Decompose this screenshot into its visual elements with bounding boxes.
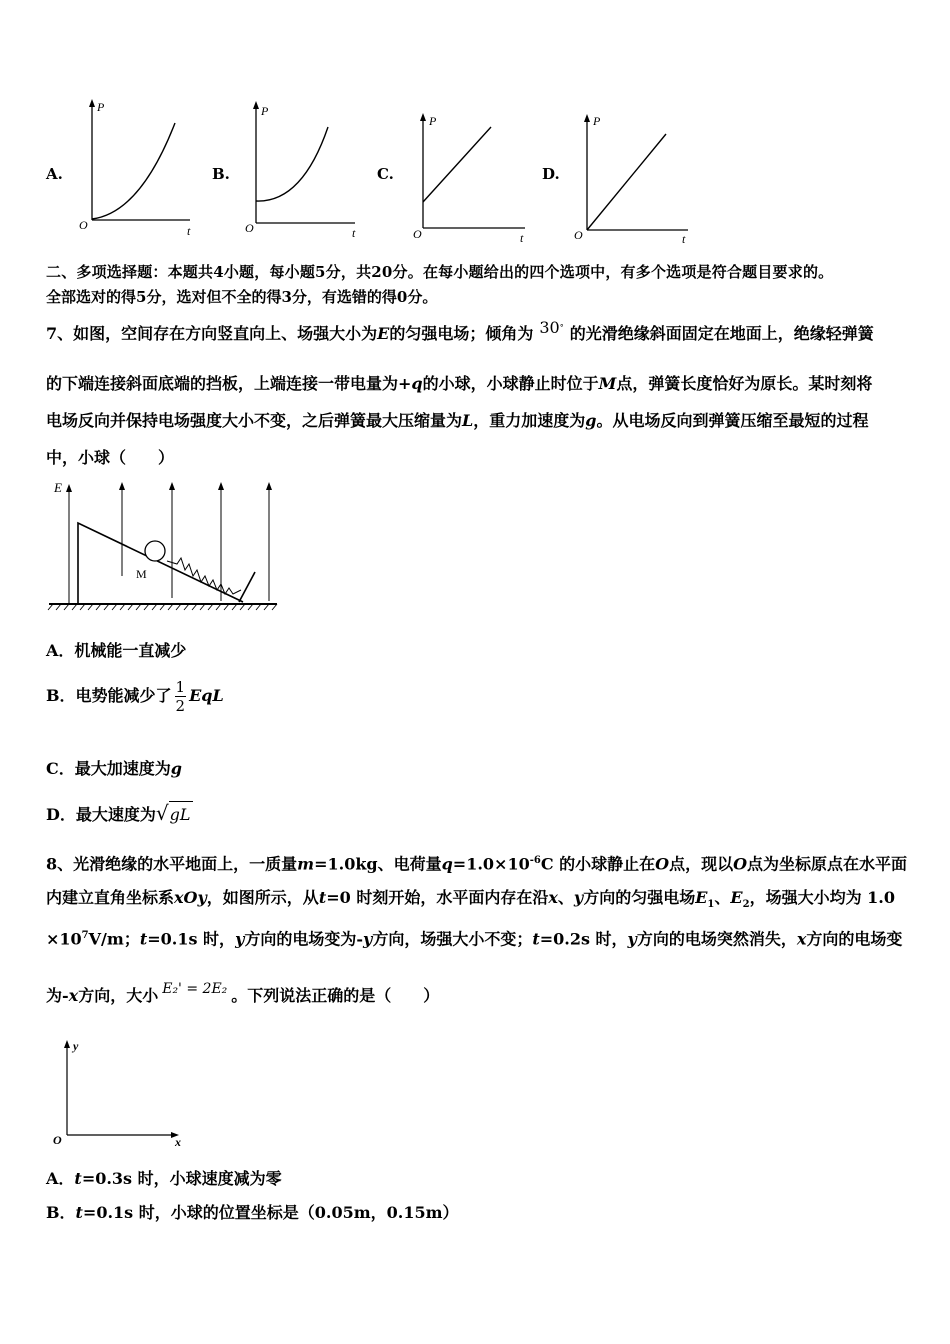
q8-formula: E₂' = 2E₂ <box>162 981 228 997</box>
q8-line1: 8、光滑绝缘的水平地面上，一质量m=1.0kg、电荷量$q=1.0\times 10^{-6}C$ 的小球静止在O点，现以O点为坐标原点在水平面 <box>46 854 908 874</box>
graph-d <box>570 108 700 248</box>
option-d-label: D. <box>542 165 560 183</box>
q7-fig-m-label: M <box>136 567 147 581</box>
q7-option-b: B．电势能减少了 $\frac{1}{2}$ EqL <box>46 678 224 715</box>
q7-option-a: A．机械能一直减少 <box>46 641 187 660</box>
graph-c <box>405 105 535 250</box>
section2-line2: 全部选对的得5分，选对但不全的得3分，有选错的得0分。 <box>46 288 438 306</box>
graph-b <box>240 95 370 245</box>
q7-incline-figure <box>45 476 285 616</box>
q7-option-d-radicand: gL <box>169 801 193 828</box>
graph-b-xlabel: t <box>352 226 356 240</box>
q8-option-a: A．t=0.3s 时，小球速度减为零 <box>46 1169 282 1188</box>
q7-line4: 中，小球（ ） <box>46 448 175 467</box>
q8-line3: $\times 10^7V/m$；t=0.1s 时，y方向的电场变为-y方向，场强大小不变；t=0.2s 时，y方向的电场突然消失，x方向的电场变 <box>46 929 903 949</box>
graph-d-origin: O <box>574 228 583 242</box>
q7-line3: 电场反向并保持电场强度大小不变，之后弹簧最大压缩量为L，重力加速度为g。从电场反向到弹簧压缩至最短的过程 <box>46 411 869 430</box>
option-b-label: B. <box>212 165 230 183</box>
q8-axes-figure <box>45 1030 195 1150</box>
graph-a-ylabel: P <box>97 100 105 114</box>
graph-c-ylabel: P <box>429 114 437 128</box>
q8-option-b: B．t=0.1s 时，小球的位置坐标是（0.05m，0.15m） <box>46 1203 459 1222</box>
graph-a <box>75 95 205 245</box>
q8-fig-origin-label: O <box>53 1133 62 1147</box>
graph-b-ylabel: P <box>261 104 269 118</box>
graph-c-origin: O <box>413 227 422 241</box>
section2-line1: 二、多项选择题：本题共4小题，每小题5分，共20分。在每小题给出的四个选项中，有多个选项是符合题目要求的。 <box>46 263 834 281</box>
q8-line4: 为-x方向，大小 E₂' = 2E₂ 。下列说法正确的是（ ） <box>46 981 440 1005</box>
graph-c-xlabel: t <box>520 231 524 245</box>
q7-option-c: C．最大加速度为g <box>46 759 182 778</box>
graph-d-xlabel: t <box>682 232 686 246</box>
q8-fig-y-label: y <box>73 1039 79 1053</box>
q7-line2: 的下端连接斜面底端的挡板，上端连接一带电量为+q的小球，小球静止时位于M点，弹簧长度恰好为原长。某时刻将 <box>46 374 873 393</box>
q8-fig-x-label: x <box>175 1135 181 1149</box>
option-a-label: A. <box>46 165 63 183</box>
graph-d-ylabel: P <box>593 114 601 128</box>
q7-line1: 7、如图，空间存在方向竖直向上、场强大小为E的匀强电场；倾角为 30° 的光滑绝缘斜面固定在地面上，绝缘轻弹簧 <box>46 318 874 343</box>
q7-fig-e-label: E <box>54 480 62 495</box>
graph-a-xlabel: t <box>187 224 191 238</box>
q7-option-b-fraction: $\frac{1}{2}$ <box>175 678 186 715</box>
option-c-label: C. <box>377 165 394 183</box>
q8-line2: 内建立直角坐标系xOy，如图所示，从t=0 时刻开始，水平面内存在沿x、y方向的匀强电场$E_1$、$E_2$，场强大小均为 1.0 <box>46 888 895 911</box>
q7-option-d: D．最大速度为√gL <box>46 800 193 828</box>
graph-a-origin: O <box>79 218 88 232</box>
graph-b-origin: O <box>245 221 254 235</box>
